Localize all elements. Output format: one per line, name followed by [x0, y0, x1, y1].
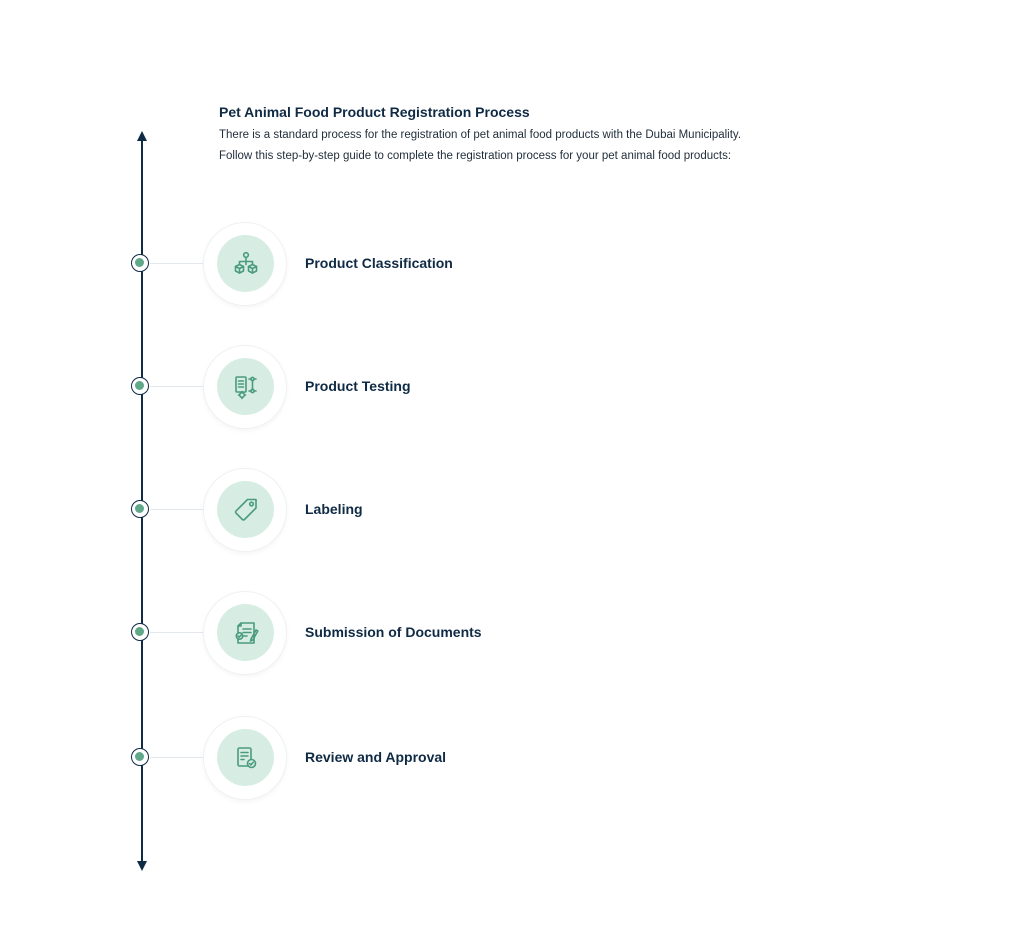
timeline-step-product-testing[interactable] [0, 346, 1024, 430]
step-label: Product Classification [305, 255, 453, 271]
step-label: Submission of Documents [305, 624, 482, 640]
step-label: Review and Approval [305, 749, 447, 765]
step-label: Product Testing [305, 378, 411, 394]
timeline-node [131, 500, 149, 518]
step-icon-bubble [204, 346, 286, 428]
hierarchy-boxes-icon [217, 235, 274, 292]
timeline-node [131, 623, 149, 641]
step-connector [150, 757, 208, 758]
timeline-step-review-and-approval[interactable] [0, 717, 1024, 801]
step-connector [150, 632, 208, 633]
timeline-arrow-down-icon [137, 861, 147, 871]
timeline-step-labeling[interactable] [0, 469, 1024, 553]
page-title: Pet Animal Food Product Registration Process [219, 104, 530, 120]
step-icon-bubble [204, 469, 286, 551]
price-tag-icon [217, 481, 274, 538]
intro-text-line-1: There is a standard process for the registration of pet animal food products with the Dubai Municipality. [219, 129, 742, 141]
intro-text-line-2: Follow this step-by-step guide to complete the registration process for your pet animal food products: [219, 150, 732, 162]
step-icon-bubble [204, 717, 286, 799]
timeline-node [131, 377, 149, 395]
timeline-node [131, 254, 149, 272]
timeline-step-product-classification[interactable] [0, 223, 1024, 307]
step-label: Labeling [305, 501, 363, 517]
step-connector [150, 509, 208, 510]
document-submit-icon [217, 604, 274, 661]
step-connector [150, 386, 208, 387]
step-icon-bubble [204, 223, 286, 305]
step-connector [150, 263, 208, 264]
intro-section [219, 103, 979, 167]
checklist-gear-icon [217, 358, 274, 415]
timeline-node [131, 748, 149, 766]
document-approved-icon [217, 729, 274, 786]
timeline-step-submission-of-documents[interactable] [0, 592, 1024, 676]
step-icon-bubble [204, 592, 286, 674]
